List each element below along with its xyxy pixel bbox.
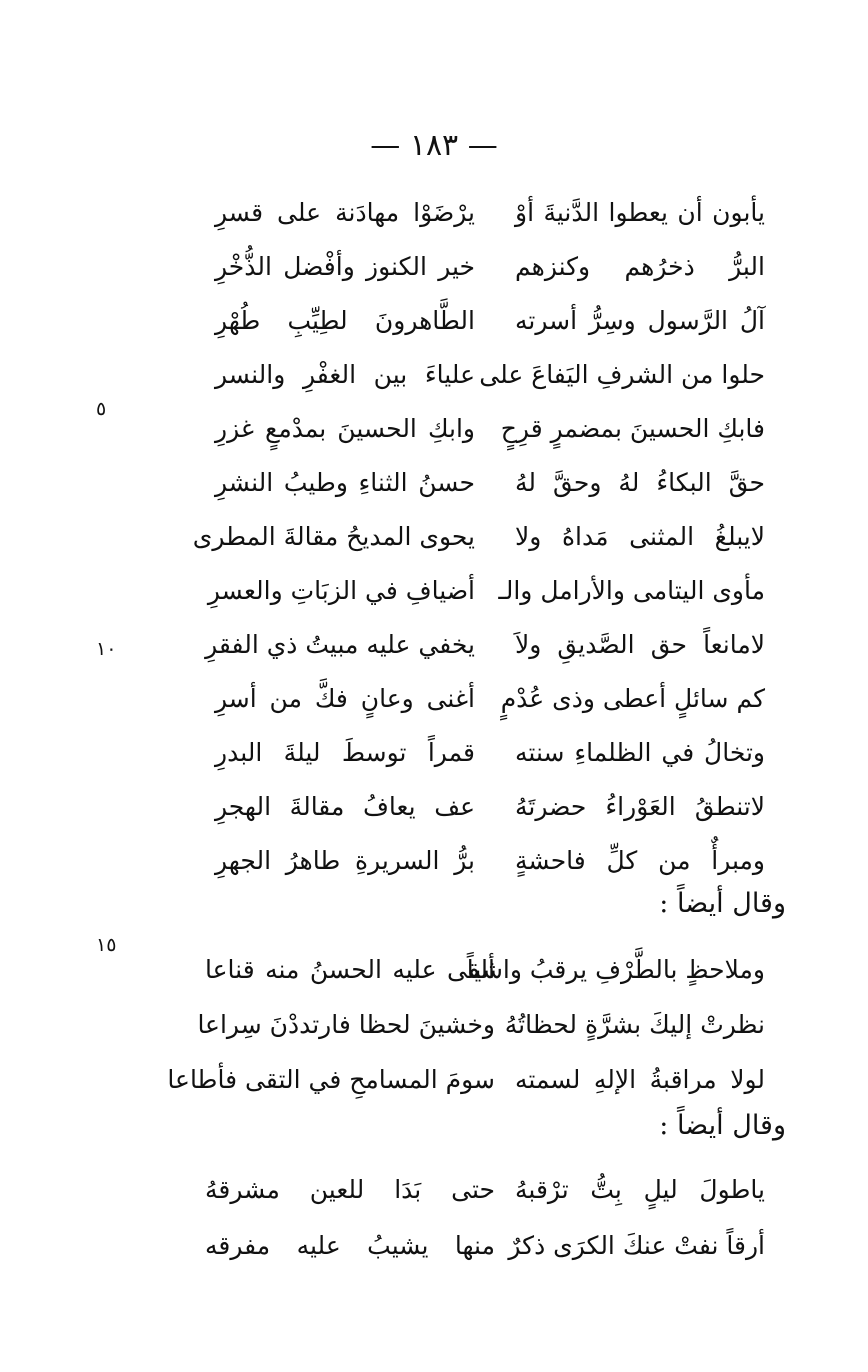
margin-line-number: ٥ <box>96 398 107 420</box>
second-hemistich: أغنى وعانٍ فكَّ من أسرِ <box>215 684 475 713</box>
verse-line <box>192 511 765 563</box>
second-hemistich: يحوى المديحُ مقالةَ المطرى <box>192 522 475 551</box>
verse-line <box>205 295 765 347</box>
first-hemistich: وملاحظٍ بالطَّرْفِ يرقبُ واشياً <box>466 955 765 984</box>
second-hemistich: الطَّاهرونَ لطِيِّبِ طُهْرِ <box>215 306 475 335</box>
verse-line <box>205 187 765 239</box>
verse-line <box>205 944 765 996</box>
first-hemistich: أرقاً نفتْ عنكَ الكرَى ذكرٌ <box>508 1231 765 1260</box>
margin-line-number: ١٠ <box>96 638 117 660</box>
verse-line <box>205 1220 765 1272</box>
section-heading: وقال أيضاً : <box>659 888 786 919</box>
second-hemistich: وابكِ الحسينَ بمدْمعٍ غزرِ <box>215 414 475 443</box>
second-hemistich: حسنُ الثناءِ وطيبُ النشرِ <box>215 468 475 497</box>
second-hemistich: علياءَ بين الغفْرِ والنسر <box>215 360 475 389</box>
second-hemistich: ألقى عليه الحسنُ منه قناعا <box>205 955 495 984</box>
verse-line <box>205 835 765 887</box>
first-hemistich: يأبون أن يعطوا الدَّنيةَ أوْ <box>515 198 765 227</box>
verse-line <box>205 781 765 833</box>
second-hemistich: وخشينَ لحظا فارتددْنَ سِراعا <box>197 1010 495 1039</box>
first-hemistich: كم سائلٍ أعطى وذى عُدْمٍ <box>500 684 765 713</box>
verse-line <box>205 1164 765 1216</box>
second-hemistich: برُّ السريرةِ طاهرُ الجهرِ <box>215 846 475 875</box>
first-hemistich: حلوا من الشرفِ اليَفاعَ على <box>479 360 765 389</box>
second-hemistich: سومَ المسامحِ في التقى فأطاعا <box>167 1065 495 1094</box>
first-hemistich: لايبلغُ المثنى مَداهُ ولا <box>515 522 765 551</box>
first-hemistich: ومبرأٌ من كلِّ فاحشةٍ <box>515 846 765 875</box>
page-number: — ١٨٣ — <box>370 128 498 163</box>
first-hemistich: فابكِ الحسينَ بمضمرٍ قرِحٍ <box>500 414 765 443</box>
second-hemistich: أضيافِ في الزبَاتِ والعسرِ <box>207 576 475 605</box>
first-hemistich: لاتنطقُ العَوْراءُ حضرتَهُ <box>515 792 765 821</box>
second-hemistich: خير الكنوز وأفْضل الذُّخْرِ <box>215 252 475 281</box>
verse-line <box>205 727 765 779</box>
second-hemistich: يخفي عليه مبيتُ ذي الفقرِ <box>205 630 475 659</box>
verse-line <box>205 457 765 509</box>
first-hemistich: مأوى اليتامى والأرامل والـ <box>498 576 765 605</box>
verse-line <box>205 673 765 725</box>
verse-line <box>167 1054 765 1106</box>
first-hemistich: البرُّ ذخرُهم وكنزهم <box>515 252 765 281</box>
first-hemistich: وتخالُ في الظلماءِ سنته <box>515 738 765 767</box>
first-hemistich: لولا مراقبةُ الإلهِ لسمته <box>515 1065 765 1094</box>
verse-line <box>205 241 765 293</box>
verse-line <box>205 349 765 401</box>
verse-line <box>197 999 765 1051</box>
verse-line <box>205 619 765 671</box>
first-hemistich: حقَّ البكاءُ لهُ وحقَّ لهُ <box>515 468 765 497</box>
second-hemistich: منها يشيبُ عليه مفرقه <box>205 1231 495 1260</box>
section-heading: وقال أيضاً : <box>659 1110 786 1141</box>
second-hemistich: عف يعافُ مقالةَ الهجرِ <box>215 792 475 821</box>
margin-line-number: ١٥ <box>96 934 117 956</box>
verse-line <box>205 403 765 455</box>
second-hemistich: يرْضَوْا مهادَنة على قسرِ <box>215 198 475 227</box>
verse-line <box>205 565 765 617</box>
first-hemistich: آلُ الرَّسول وسِرُّ أسرته <box>515 306 765 335</box>
second-hemistich: قمراً توسطَ ليلةَ البدرِ <box>215 738 475 767</box>
first-hemistich: ياطولَ ليلٍ بِتُّ ترْقبهُ <box>515 1175 765 1204</box>
second-hemistich: حتى بَدَا للعين مشرقهُ <box>205 1175 495 1204</box>
first-hemistich: لامانعاً حق الصَّديقِ ولاَ <box>515 630 765 659</box>
first-hemistich: نظرتْ إليكَ بشرَّةٍ لحظاتُهُ <box>504 1010 765 1039</box>
